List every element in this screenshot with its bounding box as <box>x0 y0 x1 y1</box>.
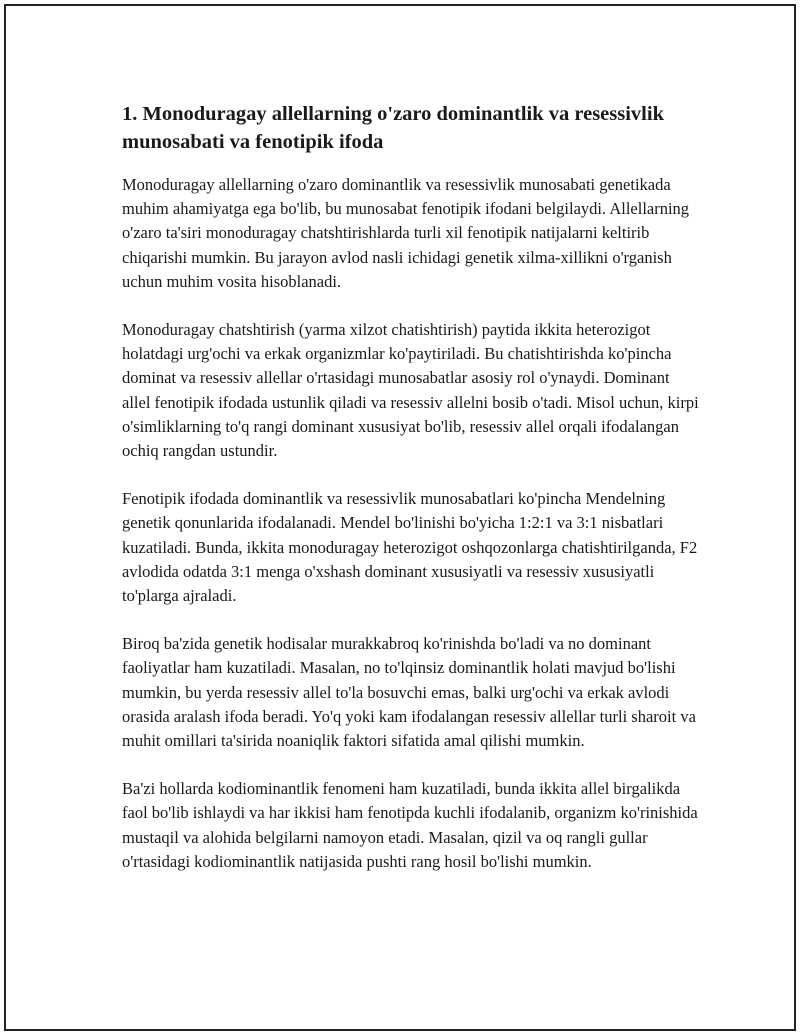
paragraph-1: Monoduragay allellarning o'zaro dominantlik va resessivlik munosabati genetikada muhim ahamiyatga ega bo'lib, bu munosabat fenotipik ifodani belgilaydi. Allellarning o'zaro ta'siri monoduragay chatshtirishlarda turli xil fenotipik natijalarni keltirib chiqarishi mumkin. Bu jarayon avlod nasli ichidagi genetik xilma-xillikni o'rganish uchun muhim vosita hisoblanadi. <box>122 175 690 291</box>
paragraph-5: Ba'zi hollarda kodiominantlik fenomeni ham kuzatiladi, bunda ikkita allel birgalikda faol bo'lib ishlaydi va har ikkisi ham fenotipda kuchli ifodalanib, organizm ko'rinishida mustaqil va alohida belgilarni namoyon etadi. Masalan, qizil va oq rangli gullar o'rtasidagi kodiominantlik natijasida pushti rang hosil bo'lishi mumkin. <box>122 779 698 871</box>
section-heading: 1. Monoduragay allellarning o'zaro dominantlik va resessivlik munosabati va fenotipik ifoda <box>122 103 664 153</box>
page-frame <box>4 4 796 1031</box>
paragraph-4: Biroq ba'zida genetik hodisalar murakkabroq ko'rinishda bo'ladi va no dominant faoliyatlar ham kuzatiladi. Masalan, no to'lqinsiz dominantlik holati mavjud bo'lishi mumkin, bu yerda resessiv allel to'la bosuvchi emas, balki urg'ochi va erkak avlodi orasida aralash ifoda beradi. Yo'q yoki kam ifodalangan resessiv allellar turli sharoit va muhit omillari ta'sirida noaniqlik faktori sifatida amal qilishi mumkin. <box>122 634 696 751</box>
paragraph-3: Fenotipik ifodada dominantlik va resessivlik munosabatlari ko'pincha Mendelning genetik qonunlarida ifodalanadi. Mendel bo'linishi bo'yicha 1:2:1 va 3:1 nisbatlari kuzatiladi. Bunda, ikkita monoduragay heterozigot oshqozonlarga chatishtirilganda, F2 avlodida odatda 3:1 menga o'xshash dominant xususiyatli va resessiv xususiyatli to'plarga ajraladi. <box>122 489 698 606</box>
paragraph-2: Monoduragay chatshtirish (yarma xilzot chatishtirish) paytida ikkita heterozigot holatdagi urg'ochi va erkak organizmlar ko'paytiriladi. Bu chatishtirishda ko'pincha dominat va resessiv allellar o'rtasidagi munosabatlar asosiy rol o'ynaydi. Dominant allel fenotipik ifodada ustunlik qiladi va resessiv allelni bosib o'tadi. Misol uchun, kirpi o'simliklarning to'q rangi dominant xususiyat bo'lib, resessiv allel orqali ifodalangan ochiq rangdan ustundir. <box>122 320 699 461</box>
document-content <box>122 100 702 898</box>
